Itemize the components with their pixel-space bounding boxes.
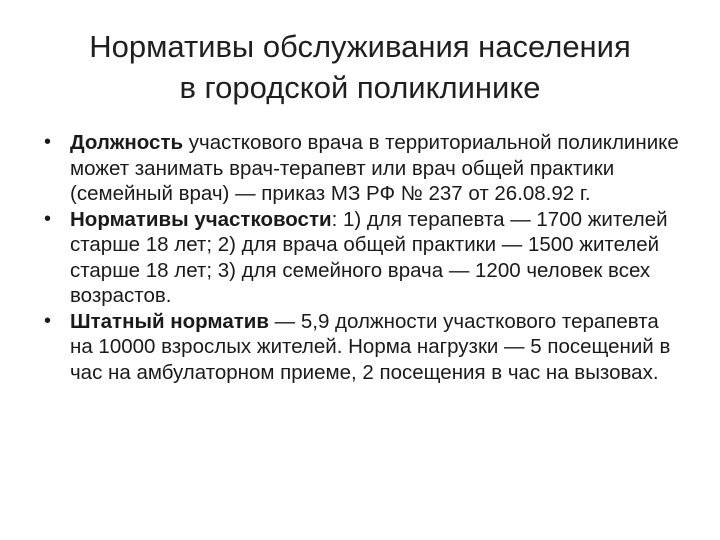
- bullet-bold-term: Должность: [70, 131, 184, 154]
- bullet-text: [70, 310, 670, 384]
- slide-title-line-2: в городской поликлинике: [179, 70, 541, 105]
- slide-title-line-1: Нормативы обслуживания населения: [89, 29, 631, 64]
- bullet-item-staff-norm: [44, 309, 684, 386]
- bullet-icon: •: [44, 131, 52, 153]
- bullet-bold-term: Нормативы участковости: [70, 207, 332, 231]
- bullet-icon: •: [44, 207, 52, 230]
- bullet-list: [44, 130, 684, 385]
- bullet-bold-term: Штатный норматив: [70, 309, 269, 333]
- bullet-item-position: [44, 130, 684, 207]
- bullet-body: : 1) для терапевта — 1700 жителей старше 18 лет; 2) для врача общей практики — 1500 жителей старше 18 лет; 3) для семейного врача — 1200 человек всех возрастов.: [70, 207, 668, 307]
- bullet-item-service-area-norms: [44, 207, 684, 309]
- bullet-text: [70, 131, 679, 205]
- slide-title: [20, 26, 700, 108]
- bullet-icon: •: [44, 309, 52, 332]
- bullet-text: [70, 208, 668, 308]
- bullet-body: — 5,9 должности участкового терапевта на 10000 взрослых жителей. Норма нагрузки — 5 посещений в час на амбулаторном приеме, 2 посещения в час на вызовах.: [70, 309, 671, 384]
- bullet-body: участкового врача в территориальной поликлинике может занимать врач-терапевт или врач общей практики (семейный врач) — приказ МЗ РФ № 237 от 26.08.92 г.: [70, 131, 679, 205]
